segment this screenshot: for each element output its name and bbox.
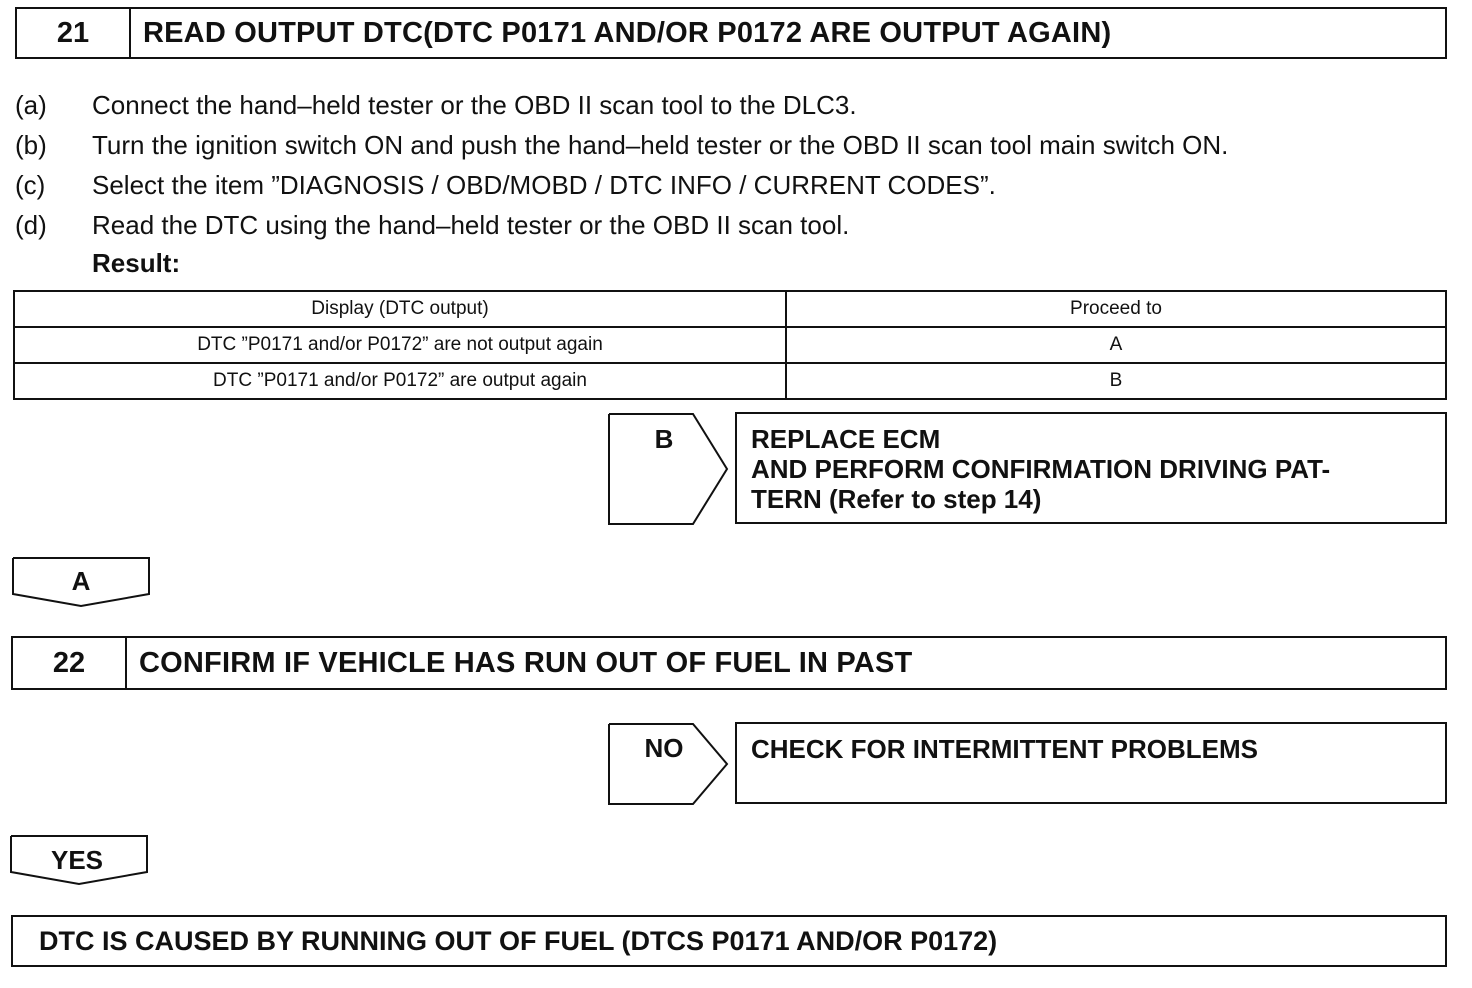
instruction-list bbox=[15, 85, 1455, 245]
table-cell: A bbox=[786, 327, 1446, 363]
step-22-header bbox=[11, 636, 1447, 690]
instruction-text: Turn the ignition switch ON and push the hand–held tester or the OBD II scan tool main switch ON. bbox=[92, 130, 1229, 160]
final-result-box bbox=[11, 915, 1447, 967]
branch-b-action bbox=[735, 412, 1447, 524]
result-label: Result: bbox=[92, 248, 181, 278]
instruction-letter: (d) bbox=[15, 210, 47, 240]
branch-yes-label: YES bbox=[50, 845, 104, 875]
instruction-item bbox=[15, 165, 1455, 205]
table-cell: DTC ”P0171 and/or P0172” are not output again bbox=[14, 327, 786, 363]
branch-no-label: NO bbox=[644, 733, 684, 763]
step-21-title: READ OUTPUT DTC(DTC P0171 AND/OR P0172 ARE OUTPUT AGAIN) bbox=[143, 16, 1112, 49]
result-table bbox=[13, 290, 1447, 400]
table-cell: B bbox=[786, 363, 1446, 399]
action-line: AND PERFORM CONFIRMATION DRIVING PAT- bbox=[751, 454, 1331, 484]
branch-b-label: B bbox=[654, 424, 674, 454]
table-cell: DTC ”P0171 and/or P0172” are output again bbox=[14, 363, 786, 399]
instruction-letter: (a) bbox=[15, 90, 47, 120]
instruction-item bbox=[15, 205, 1455, 245]
table-row bbox=[14, 327, 1446, 363]
branch-no-action bbox=[735, 722, 1447, 804]
final-result-text: DTC IS CAUSED BY RUNNING OUT OF FUEL (DTCS P0171 AND/OR P0172) bbox=[39, 925, 998, 956]
table-header-proceed: Proceed to bbox=[786, 291, 1446, 327]
instruction-text: Connect the hand–held tester or the OBD II scan tool to the DLC3. bbox=[92, 90, 857, 120]
step-21-number: 21 bbox=[17, 9, 131, 57]
instruction-text: Select the item ”DIAGNOSIS / OBD/MOBD / DTC INFO / CURRENT CODES”. bbox=[92, 170, 996, 200]
action-line: TERN (Refer to step 14) bbox=[751, 484, 1042, 514]
instruction-item bbox=[15, 125, 1455, 165]
table-header-row bbox=[14, 291, 1446, 327]
instruction-letter: (b) bbox=[15, 130, 47, 160]
step-21-header bbox=[15, 7, 1447, 59]
step-22-title: CONFIRM IF VEHICLE HAS RUN OUT OF FUEL IN PAST bbox=[139, 646, 913, 679]
action-line: CHECK FOR INTERMITTENT PROBLEMS bbox=[751, 734, 1258, 764]
branch-a-label: A bbox=[71, 566, 91, 596]
instruction-text: Read the DTC using the hand–held tester or the OBD II scan tool. bbox=[92, 210, 850, 240]
instruction-item bbox=[15, 85, 1455, 125]
table-row bbox=[14, 363, 1446, 399]
action-line: REPLACE ECM bbox=[751, 424, 941, 454]
table-header-display: Display (DTC output) bbox=[14, 291, 786, 327]
instruction-letter: (c) bbox=[15, 170, 46, 200]
step-22-number: 22 bbox=[13, 638, 127, 688]
